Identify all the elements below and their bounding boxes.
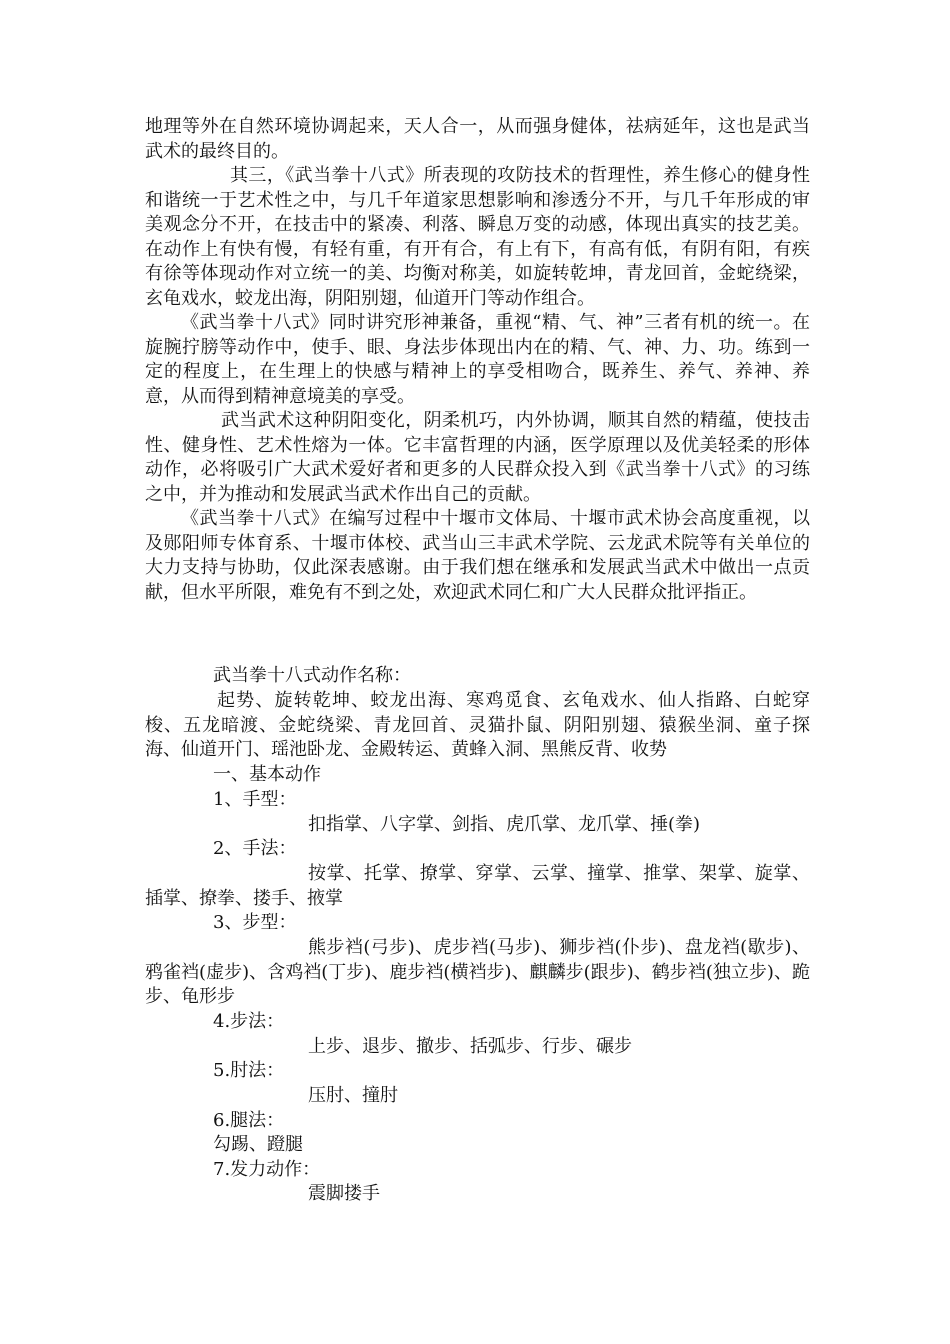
stance-label: 3、步型：: [213, 912, 297, 933]
hand-form-label: 1、手型：: [213, 789, 297, 810]
step-label: 4.步法：: [213, 1011, 285, 1032]
leg-list: 勾踢、蹬腿: [213, 1134, 303, 1155]
paragraph-acknowledgements: 《武当拳十八式》在编写过程中十堰市文体局、十堰市武术协会高度重视，以及郧阳师专体育系、十堰市体校、武当山三丰武术学院、云龙武术院等有关单位的大力支持与协助，仅此深表感谢。由于我们想在继承和发展武当武术中做出一点贡献，但水平所限，难免有不到之处，欢迎武术同仁和广大人民群众批评指正。: [145, 508, 810, 603]
moves-heading: 武当拳十八式动作名称：: [213, 665, 411, 686]
paragraph-intro-end: 地理等外在自然环境协调起来，天人合一，从而强身健体，祛病延年，这也是武当武术的最终目的。: [145, 116, 810, 162]
step-list: 上步、退步、撤步、括弧步、行步、碾步: [308, 1036, 632, 1057]
leg-label: 6.腿法：: [213, 1110, 285, 1131]
power-list: 震脚搂手: [308, 1183, 380, 1204]
elbow-list: 压肘、撞肘: [308, 1085, 398, 1106]
paragraph-third-point: 其三，《武当拳十八式》所表现的攻防技术的哲理性，养生修心的健身性和谐统一于艺术性之中，与几千年道家思想影响和渗透分不开，与几千年形成的审美观念分不开，在技击中的紧凑、利落、瞬息万变的动感，体现出真实的技艺美。在动作上有快有慢，有轻有重，有开有合，有上有下，有高有低，有阴有阳，有疾有徐等体现动作对立统一的美、均衡对称美，如旋转乾坤，青龙回首，金蛇绕梁，玄龟戏水，蛟龙出海，阴阳别翅，仙道开门等动作组合。: [145, 165, 810, 309]
paragraph-yin-yang: 武当武术这种阴阳变化，阴柔机巧，内外协调，顺其自然的精蕴，使技击性、健身性、艺术性熔为一体。它丰富哲理的内涵，医学原理以及优美轻柔的形体动作，必将吸引广大武术爱好者和更多的人民群众投入到《武当拳十八式》的习练之中，并为推动和发展武当武术作出自己的贡献。: [145, 410, 810, 505]
elbow-label: 5.肘法：: [213, 1060, 285, 1081]
hand-form-list: 扣指掌、八字掌、剑指、虎爪掌、龙爪掌、捶(拳): [308, 814, 701, 835]
stance-list: 熊步裆(弓步)、虎步裆(马步)、狮步裆(仆步)、盘龙裆(歇步)、鸦雀裆(虚步)、含鸡裆(丁步)、鹿步裆(横裆步)、麒麟步(跟步)、鹤步裆(独立步)、跪步、龟形步: [145, 937, 810, 1007]
paragraph-form-spirit: 《武当拳十八式》同时讲究形神兼备，重视“精、气、神”三者有机的统一。在旋腕拧膀等动作中，使手、眼、身法步体现出内在的精、气、神、力、功。练到一定的程度上，在生理上的快感与精神上的享受相吻合，既养生、养气、养神、养意，从而得到精神意境美的享受。: [145, 312, 810, 407]
hand-method-list: 按掌、托掌、撩掌、穿掌、云掌、撞掌、推掌、架掌、旋掌、插掌、撩拳、搂手、掖掌: [145, 863, 810, 909]
moves-list: 起势、旋转乾坤、蛟龙出海、寒鸡觅食、玄龟戏水、仙人指路、白蛇穿梭、五龙暗渡、金蛇绕梁、青龙回首、灵猫扑鼠、阴阳别翅、猿猴坐洞、童子探海、仙道开门、瑶池卧龙、金殿转运、黄蜂入洞、黑熊反背、收势: [145, 690, 810, 760]
power-label: 7.发力动作：: [213, 1159, 321, 1180]
hand-method-label: 2、手法：: [213, 838, 297, 859]
basics-heading: 一、基本动作: [213, 764, 321, 785]
